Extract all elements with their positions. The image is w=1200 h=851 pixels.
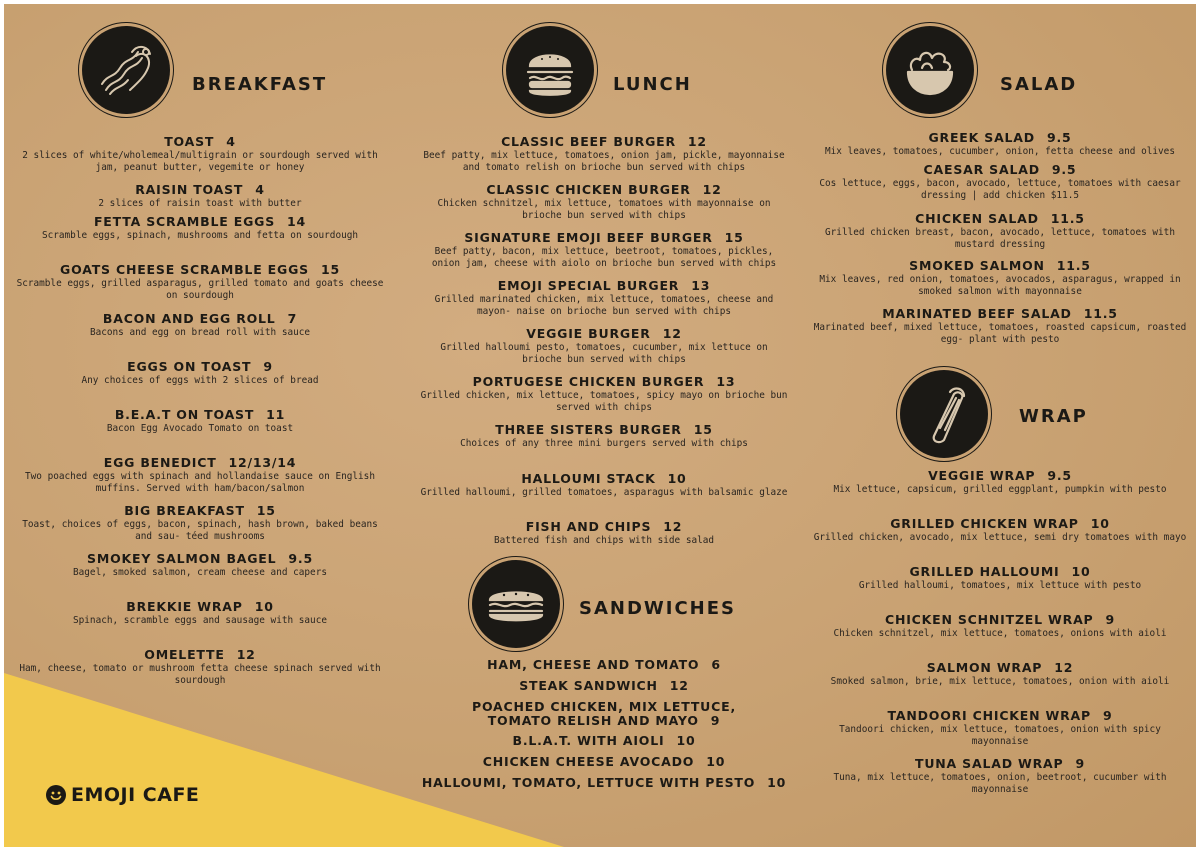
menu-item-name — [12, 647, 388, 662]
menu-item-price: 9.5 — [288, 551, 313, 566]
menu-item — [12, 647, 388, 687]
menu-item-price: 4 — [226, 134, 236, 149]
menu-item-description: 2 slices of white/wholemeal/multigrain or sourdough served with jam, peanut butter, vegemite or honey — [22, 150, 378, 173]
menu-item-name — [12, 182, 388, 197]
menu-item-title: FISH AND CHIPS — [525, 519, 652, 534]
menu-item — [418, 134, 790, 174]
menu-item — [810, 564, 1190, 592]
menu-item-name — [418, 422, 790, 437]
menu-item-name — [418, 326, 790, 341]
brand-logo — [46, 784, 199, 806]
menu-item-title: EGGS ON TOAST — [127, 359, 252, 374]
sandwich-item-name: CHICKEN CHEESE AVOCADO — [482, 754, 695, 769]
sandwich-item-name: STEAK SANDWICH — [519, 678, 658, 693]
menu-item — [12, 599, 388, 627]
bacon-sausage-icon — [82, 26, 170, 114]
menu-item — [810, 306, 1190, 346]
brand-name: EMOJI CAFE — [71, 784, 200, 806]
menu-item-price: 11 — [266, 407, 286, 422]
menu-item-title: TOAST — [164, 134, 215, 149]
menu-item — [12, 214, 388, 242]
menu-item-description: Beef patty, bacon, mix lettuce, beetroot, tomatoes, pickles, onion jam, cheese with aiolo on brioche bun served with chips — [431, 246, 777, 269]
menu-item-title: THREE SISTERS BURGER — [495, 422, 682, 437]
sandwich-item-name: POACHED CHICKEN, MIX LETTUCE, — [471, 699, 736, 714]
lunch-title: LUNCH — [613, 74, 692, 95]
menu-item-title: CHICKEN SCHNITZEL WRAP — [884, 612, 1094, 627]
wrap-icon — [900, 370, 988, 458]
menu-item-price: 13 — [716, 374, 736, 389]
menu-item-title: BREKKIE WRAP — [126, 599, 243, 614]
menu-item-title: BACON AND EGG ROLL — [102, 311, 276, 326]
menu-item-price: 10 — [1090, 516, 1110, 531]
menu-item — [12, 407, 388, 435]
menu-item — [418, 422, 790, 450]
menu-item — [418, 326, 790, 366]
smiley-icon — [46, 785, 66, 805]
menu-item — [810, 708, 1190, 748]
menu-item-title: SIGNATURE EMOJI BEEF BURGER — [464, 230, 713, 245]
menu-item-name — [418, 471, 790, 486]
sandwich-item — [408, 734, 800, 748]
menu-item-title: MARINATED BEEF SALAD — [882, 306, 1072, 321]
sandwich-item-price: 6 — [711, 657, 721, 672]
menu-item-name — [418, 230, 790, 245]
menu-item-description: Two poached eggs with spinach and hollandaise sauce on English muffins. Served with ham/bacon/salmon — [25, 471, 375, 494]
menu-item-name — [810, 756, 1190, 771]
menu-item-name — [810, 708, 1190, 723]
menu-item-name — [12, 599, 388, 614]
sandwich-item-name-line2: TOMATO RELISH AND MAYO — [487, 713, 699, 728]
menu-item-title: CLASSIC CHICKEN BURGER — [486, 182, 691, 197]
sandwich-item-price: 10 — [676, 733, 696, 748]
menu-item — [12, 182, 388, 210]
menu-item-description: Grilled marinated chicken, mix lettuce, tomatoes, cheese and mayon- naise on brioche bun served with chips — [434, 294, 774, 317]
menu-item-title: SMOKED SALMON — [909, 258, 1045, 273]
menu-item-price: 11.5 — [1083, 306, 1118, 321]
menu-item — [12, 551, 388, 579]
menu-item-title: GRILLED CHICKEN WRAP — [890, 516, 1079, 531]
menu-item — [12, 262, 388, 302]
menu-item-name — [418, 519, 790, 534]
menu-item-title: SALMON WRAP — [926, 660, 1043, 675]
menu-item-price: 9 — [1105, 612, 1116, 627]
menu-item — [810, 468, 1190, 496]
menu-item-price: 12 — [662, 326, 682, 341]
menu-item-title: SMOKEY SALMON BAGEL — [87, 551, 277, 566]
menu-item-description: Grilled chicken breast, bacon, avocado, lettuce, tomatoes with mustard dressing — [825, 227, 1175, 250]
menu-item-description: Grilled chicken, mix lettuce, tomatoes, spicy mayo on brioche bun served with chips — [420, 390, 788, 413]
sandwich-item-price: 12 — [669, 678, 689, 693]
menu-item-price: 4 — [255, 182, 265, 197]
menu-item-price: 9.5 — [1047, 468, 1072, 483]
menu-item — [810, 756, 1190, 796]
menu-item-price: 10 — [254, 599, 274, 614]
menu-item-name — [418, 182, 790, 197]
menu-item-price: 15 — [256, 503, 276, 518]
menu-item-price: 12 — [702, 182, 722, 197]
menu-item-name — [12, 134, 388, 149]
menu-item-price: 14 — [287, 214, 307, 229]
menu-item-price: 15 — [693, 422, 713, 437]
menu-item-title: CHICKEN SALAD — [915, 211, 1039, 226]
menu-item-name — [418, 278, 790, 293]
menu-item-title: RAISIN TOAST — [135, 182, 244, 197]
menu-item-price: 7 — [287, 311, 298, 326]
sandwich-item — [408, 658, 800, 672]
menu-item-title: BIG BREAKFAST — [124, 503, 245, 518]
menu-item-name — [12, 359, 388, 374]
menu-item-price: 10 — [1071, 564, 1091, 579]
menu-item-description: Battered fish and chips with side salad — [493, 535, 715, 546]
sandwich-item — [408, 776, 800, 790]
menu-item-name — [12, 214, 388, 229]
menu-item-title: GRILLED HALLOUMI — [909, 564, 1060, 579]
menu-item-title: OMELETTE — [144, 647, 225, 662]
sandwich-item-name: HAM, CHEESE AND TOMATO — [487, 657, 700, 672]
menu-item-title: EGG BENEDICT — [103, 455, 217, 470]
menu-item-name — [810, 258, 1190, 273]
sandwich-item-name: B.L.A.T. WITH AIOLI — [512, 733, 665, 748]
menu-page — [4, 4, 1196, 847]
menu-item-price: 13 — [691, 278, 711, 293]
menu-item-description: Bagel, smoked salmon, cream cheese and capers — [73, 567, 327, 578]
menu-item-price: 12/13/14 — [228, 455, 297, 470]
menu-item-description: Grilled halloumi, grilled tomatoes, asparagus with balsamic glaze — [420, 487, 788, 498]
menu-item-price: 9 — [1103, 708, 1113, 723]
menu-item-description: Smoked salmon, brie, mix lettuce, tomatoes, onion with aioli — [830, 676, 1170, 687]
menu-item-title: VEGGIE BURGER — [526, 326, 651, 341]
menu-item-description: Grilled chicken, avocado, mix lettuce, semi dry tomatoes with mayo — [813, 532, 1187, 543]
menu-item-name — [12, 455, 388, 470]
menu-item — [810, 516, 1190, 544]
menu-item — [12, 134, 388, 174]
sandwich-item-price: 9 — [710, 713, 721, 728]
wrap-title: WRAP — [1019, 406, 1088, 427]
menu-item-price: 15 — [724, 230, 744, 245]
menu-item-price: 11.5 — [1056, 258, 1091, 273]
menu-item-description: Beef patty, mix lettuce, tomatoes, onion jam, pickle, mayonnaise and tomato relish on brioche bun served with chips — [423, 150, 785, 173]
menu-item-price: 9.5 — [1046, 130, 1072, 145]
menu-item-name — [810, 612, 1190, 627]
menu-item-description: Bacons and egg on bread roll with sauce — [89, 327, 311, 338]
menu-item-title: GREEK SALAD — [928, 130, 1035, 145]
menu-item-name — [810, 306, 1190, 321]
menu-item-name — [810, 162, 1190, 177]
menu-item-title: HALLOUMI STACK — [521, 471, 656, 486]
menu-item-title: TUNA SALAD WRAP — [915, 756, 1064, 771]
menu-item — [418, 374, 790, 414]
menu-item — [418, 519, 790, 547]
menu-item-price: 10 — [667, 471, 687, 486]
menu-item-price: 12 — [1054, 660, 1074, 675]
menu-item-price: 15 — [320, 262, 340, 277]
menu-item — [418, 471, 790, 499]
menu-item — [810, 258, 1190, 298]
menu-item-description: Toast, choices of eggs, bacon, spinach, hash brown, baked beans and sau- téed mushrooms — [22, 519, 378, 542]
sandwich-item — [408, 700, 800, 728]
menu-item-description: Scramble eggs, grilled asparagus, grilled tomato and goats cheese on sourdough — [16, 278, 384, 301]
menu-item-description: Tandoori chicken, mix lettuce, tomatoes, onion with spicy mayonnaise — [839, 724, 1161, 747]
menu-item-description: Chicken schnitzel, mix lettuce, tomatoes with mayonnaise on brioche bun served with chips — [437, 198, 771, 221]
menu-item-name — [810, 660, 1190, 675]
menu-item — [12, 359, 388, 387]
menu-item-price: 9 — [263, 359, 273, 374]
breakfast-title: BREAKFAST — [192, 74, 328, 95]
menu-item — [418, 182, 790, 222]
menu-item-title: TANDOORI CHICKEN WRAP — [887, 708, 1091, 723]
menu-item-title: GOATS CHEESE SCRAMBLE EGGS — [60, 262, 309, 277]
menu-item-description: Grilled halloumi pesto, tomatoes, cucumber, mix lettuce on brioche bun served with chips — [440, 342, 768, 365]
menu-item-description: Bacon Egg Avocado Tomato on toast — [106, 423, 294, 434]
menu-item — [810, 211, 1190, 251]
menu-item-name — [12, 503, 388, 518]
menu-item-description: Grilled halloumi, tomatoes, mix lettuce with pesto — [858, 580, 1142, 591]
menu-item-description: Any choices of eggs with 2 slices of bread — [81, 375, 319, 386]
burger-icon — [506, 26, 594, 114]
menu-item-description: Marinated beef, mixed lettuce, tomatoes, roasted capsicum, roasted egg- plant with pesto — [813, 322, 1187, 345]
sandwich-item — [408, 755, 800, 769]
sandwich-item — [408, 679, 800, 693]
menu-item-description: Choices of any three mini burgers served with chips — [460, 438, 748, 449]
menu-item-description: Scramble eggs, spinach, mushrooms and fetta on sourdough — [41, 230, 359, 241]
menu-item-name — [12, 262, 388, 277]
menu-item — [810, 130, 1190, 158]
menu-item — [418, 278, 790, 318]
menu-item-title: VEGGIE WRAP — [928, 468, 1036, 483]
menu-item-name — [810, 211, 1190, 226]
menu-item-description: Mix leaves, tomatoes, cucumber, onion, fetta cheese and olives — [825, 146, 1175, 157]
menu-item-title: FETTA SCRAMBLE EGGS — [93, 214, 276, 229]
salad-bowl-icon — [886, 26, 974, 114]
menu-item-description: Mix leaves, red onion, tomatoes, avocados, asparagus, wrapped in smoked salmon with mayonnaise — [819, 274, 1181, 297]
menu-item-name — [810, 564, 1190, 579]
menu-item-description: Mix lettuce, capsicum, grilled eggplant, pumpkin with pesto — [833, 484, 1167, 495]
menu-item-name — [12, 551, 388, 566]
menu-item — [12, 503, 388, 543]
menu-item — [12, 455, 388, 495]
menu-item-name — [810, 468, 1190, 483]
menu-item-price: 12 — [687, 134, 707, 149]
menu-item-name — [810, 130, 1190, 145]
sandwiches-title: SANDWICHES — [579, 598, 736, 619]
menu-item-title: CLASSIC BEEF BURGER — [501, 134, 676, 149]
menu-item-price: 12 — [236, 647, 256, 662]
menu-item-title: EMOJI SPECIAL BURGER — [497, 278, 680, 293]
menu-item-description: Ham, cheese, tomato or mushroom fetta cheese spinach served with sourdough — [19, 663, 381, 686]
menu-item-description: Spinach, scramble eggs and sausage with sauce — [73, 615, 327, 626]
salad-title: SALAD — [1000, 74, 1078, 95]
menu-item-price: 11.5 — [1050, 211, 1085, 226]
menu-item-name — [418, 134, 790, 149]
menu-item-description: Tuna, mix lettuce, tomatoes, onion, beetroot, cucumber with mayonnaise — [833, 772, 1167, 795]
menu-item-title: B.E.A.T ON TOAST — [114, 407, 255, 422]
menu-item-price: 9 — [1075, 756, 1085, 771]
sandwich-icon — [472, 560, 560, 648]
menu-item-description: Chicken schnitzel, mix lettuce, tomatoes, onions with aioli — [833, 628, 1167, 639]
menu-item-title: CAESAR SALAD — [923, 162, 1040, 177]
menu-item-name — [810, 516, 1190, 531]
menu-item-price: 9.5 — [1051, 162, 1077, 177]
menu-item-description: 2 slices of raisin toast with butter — [98, 198, 302, 209]
menu-item-name — [12, 311, 388, 326]
menu-item-title: PORTUGESE CHICKEN BURGER — [472, 374, 705, 389]
sandwich-item-price: 10 — [706, 754, 726, 769]
menu-item — [810, 162, 1190, 202]
menu-item — [810, 612, 1190, 640]
menu-item-description: Cos lettuce, eggs, bacon, avocado, lettuce, tomatoes with caesar dressing | add chicken $11.5 — [819, 178, 1181, 201]
menu-item — [810, 660, 1190, 688]
menu-item — [12, 311, 388, 339]
sandwich-item-price: 10 — [767, 775, 787, 790]
menu-item-name — [12, 407, 388, 422]
menu-item — [418, 230, 790, 270]
menu-item-price: 12 — [663, 519, 683, 534]
sandwich-item-name: HALLOUMI, TOMATO, LETTUCE WITH PESTO — [421, 775, 756, 790]
menu-item-name — [418, 374, 790, 389]
